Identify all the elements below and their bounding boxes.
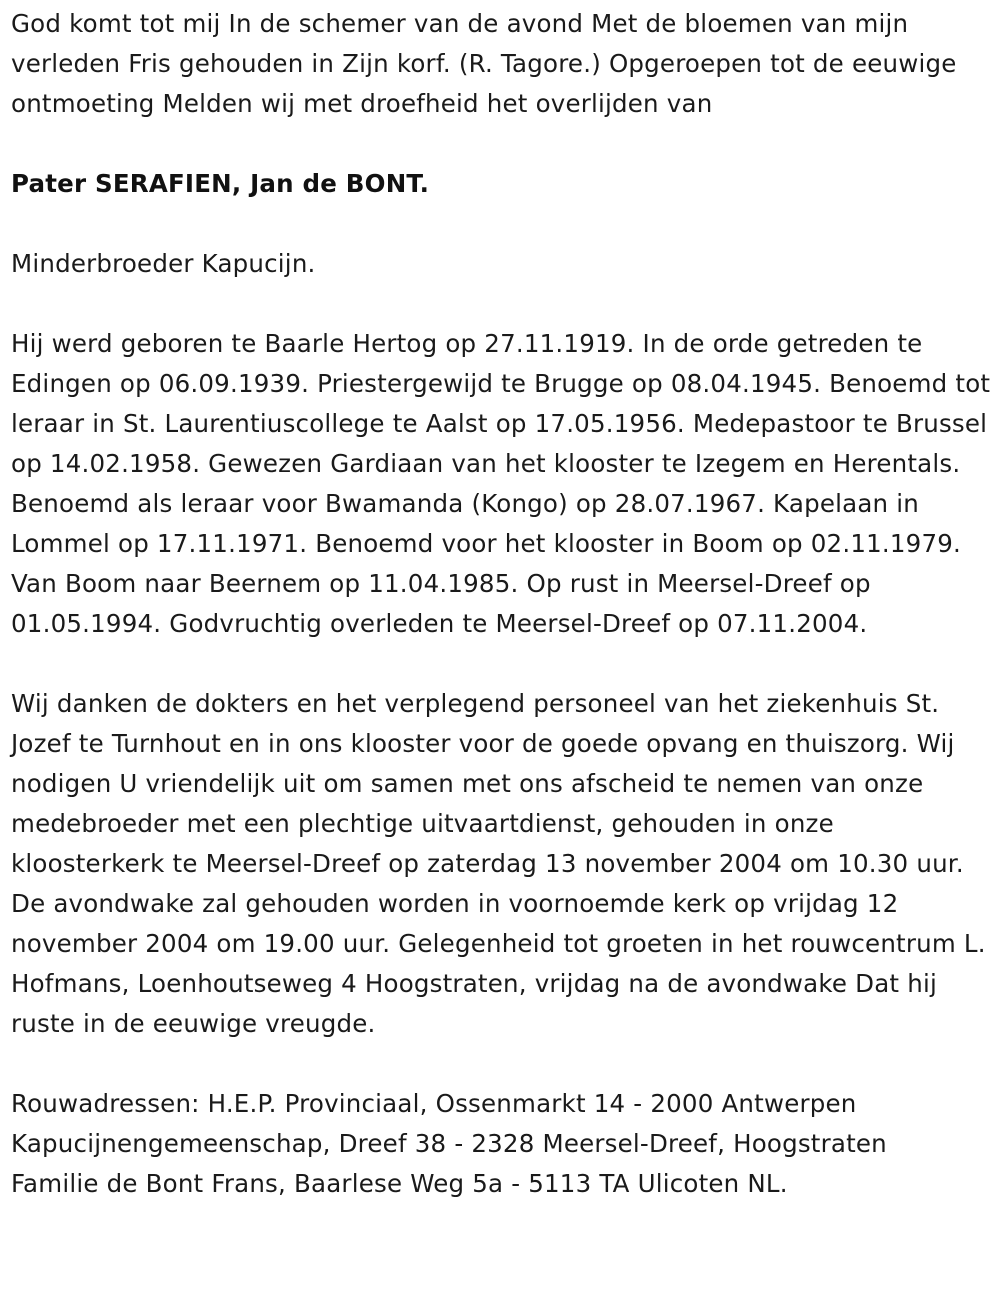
address-line: Familie de Bont Frans, Baarlese Weg 5a - 5113 TA Ulicoten NL. [11, 1169, 788, 1198]
deceased-name: Pater SERAFIEN, Jan de BONT. [11, 169, 430, 198]
intro-paragraph: God komt tot mij In de schemer van de avond Met de bloemen van mijn verleden Fris gehouden in Zijn korf. (R. Tagore.) Opgeroepen tot de eeuwige ontmoeting Melden wij met droefheid het overlijden van [11, 9, 957, 118]
thanks-and-funeral-paragraph: Wij danken de dokters en het verplegend personeel van het ziekenhuis St. Jozef te Turnhout en in ons klooster voor de goede opvang en thuiszorg. Wij nodigen U vriendelijk uit om samen met ons afscheid te nemen van onze medebroeder met een plechtige uitvaartdienst, gehouden in onze kloosterkerk te Meersel-Dreef op zaterdag 13 november 2004 om 10.30 uur. De avondwake zal gehouden worden in voornoemde kerk op vrijdag 12 november 2004 om 19.00 uur. Gelegenheid tot groeten in het rouwcentrum L. Hofmans, Loenhoutseweg 4 Hoogstraten, vrijdag na de avondwake Dat hij ruste in de eeuwige vreugde. [11, 689, 986, 1038]
address-line: Rouwadressen: H.E.P. Provinciaal, Ossenmarkt 14 - 2000 Antwerpen [11, 1089, 857, 1118]
biography-paragraph: Hij werd geboren te Baarle Hertog op 27.11.1919. In de orde getreden te Edingen op 06.09.1939. Priestergewijd te Brugge op 08.04.1945. Benoemd tot leraar in St. Laurentiuscollege te Aalst op 17.05.1956. Medepastoor te Brussel op 14.02.1958. Gewezen Gardiaan van het klooster te Izegem en Herentals. Benoemd als leraar voor Bwamanda (Kongo) op 28.07.1967. Kapelaan in Lommel op 17.11.1971. Benoemd voor het klooster in Boom op 02.11.1979. Van Boom naar Beernem op 11.04.1985. Op rust in Meersel-Dreef op 01.05.1994. Godvruchtig overleden te Meersel-Dreef op 07.11.2004. [11, 329, 991, 638]
addresses-block [11, 1084, 991, 1204]
religious-order: Minderbroeder Kapucijn. [11, 249, 316, 278]
address-line: Kapucijnengemeenschap, Dreef 38 - 2328 Meersel-Dreef, Hoogstraten [11, 1129, 887, 1158]
obituary-document [11, 4, 991, 1204]
